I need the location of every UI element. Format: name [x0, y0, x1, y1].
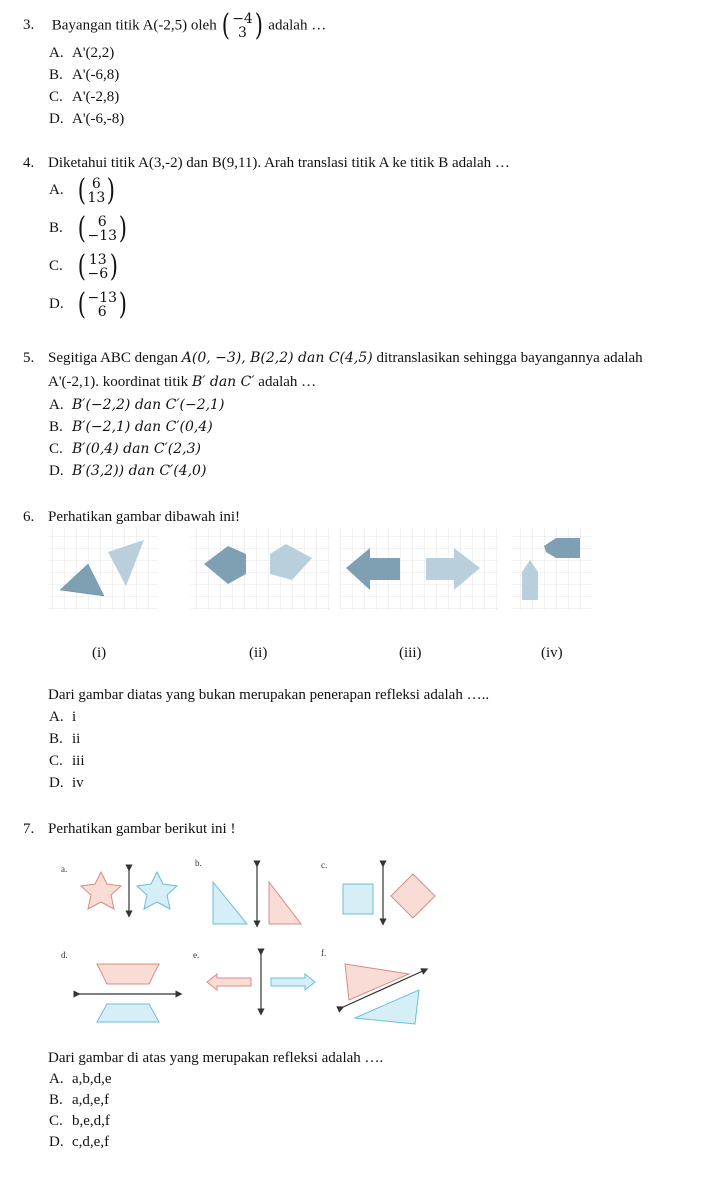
q7-option-letter: D. — [49, 1134, 64, 1150]
q3-stem — [23, 8, 327, 43]
q6-figure-ii — [190, 528, 330, 610]
q7-figure-e — [207, 952, 315, 1012]
q3-option-letter: D. — [49, 111, 64, 127]
q5-number: 5. — [23, 350, 35, 366]
q5-stem-line2 — [48, 373, 316, 391]
q7-letter-f: f. — [321, 948, 327, 958]
q7-d-pink-trapezoid — [97, 964, 159, 984]
q5-option-text: B′(−2,1) dan C′(0,4) — [72, 419, 213, 435]
q5-option-a[interactable] — [49, 396, 224, 414]
q5-option-d[interactable] — [49, 462, 206, 480]
q4-vector-top: −13 — [87, 290, 118, 306]
q3-stem-after: adalah … — [268, 17, 327, 34]
q3-vector-bottom: 3 — [238, 25, 247, 41]
q7-a-pink-star — [81, 872, 121, 909]
q4-number: 4. — [23, 155, 35, 171]
q5-option-letter: B. — [49, 419, 63, 435]
q6-number: 6. — [23, 509, 35, 525]
q4-option-c[interactable]: C. ( 13 −6 ) — [49, 249, 119, 284]
q7-d-blue-trapezoid — [97, 1004, 159, 1022]
q3-option-text: A'(2,2) — [72, 45, 115, 61]
q7-question: Dari gambar di atas yang merupakan refleksi adalah …. — [48, 1050, 384, 1066]
q6-stem-text: Perhatikan gambar dibawah ini! — [48, 509, 241, 525]
q3-option-text: A'(-2,8) — [72, 89, 120, 105]
q7-figure-c — [343, 864, 435, 922]
q6-option-letter: C. — [49, 753, 63, 769]
q7-letter-a: a. — [61, 864, 68, 874]
q7-option-text: c,d,e,f — [72, 1134, 110, 1150]
q5-stem-line2-math: B′ dan C′ — [191, 374, 255, 390]
q7-letter-b: b. — [195, 858, 202, 868]
q3-option-letter: A. — [49, 45, 64, 61]
q5-stem-a: Segitiga ABC dengan — [48, 350, 178, 366]
q6-question: Dari gambar diatas yang bukan merupakan penerapan refleksi adalah ….. — [48, 687, 490, 703]
q3-vector-top: −4 — [232, 11, 253, 27]
q6-label-iv: (iv) — [541, 645, 563, 661]
q7-stem-text: Perhatikan gambar berikut ini ! — [48, 821, 236, 837]
q4-option-b[interactable]: B. ( 6 −13 ) — [49, 211, 127, 246]
q4-stem — [23, 154, 510, 172]
q6-option-c[interactable] — [49, 752, 85, 770]
q7-letter-d: d. — [61, 950, 68, 960]
q7-b-pink-triangle — [269, 882, 301, 924]
q6-option-text: iv — [72, 775, 84, 791]
q6-option-text: iii — [72, 753, 85, 769]
q7-option-text: a,b,d,e — [72, 1071, 112, 1087]
q5-option-letter: C. — [49, 441, 63, 457]
q5-option-text: B′(0,4) dan C′(2,3) — [72, 441, 201, 457]
q4-vector-bottom: −13 — [87, 228, 118, 244]
q6-figure-iv — [512, 528, 592, 610]
q4-vector-top: 13 — [88, 252, 107, 268]
q7-option-b[interactable] — [49, 1091, 109, 1109]
q6-figure-i — [48, 528, 158, 610]
q6-option-text: i — [72, 709, 77, 725]
q7-stem — [23, 820, 235, 838]
q6-option-b[interactable] — [49, 730, 80, 748]
q7-figure-d — [77, 964, 179, 1022]
q7-e-blue-arrow — [271, 974, 315, 990]
q3-option-text: A'(-6,-8) — [72, 111, 125, 127]
q4-vector-top: 6 — [91, 176, 101, 192]
q6-label-i: (i) — [92, 645, 107, 661]
q7-c-blue-square — [343, 884, 373, 914]
q7-option-d[interactable] — [49, 1133, 109, 1151]
q7-f-blue-triangle — [355, 990, 419, 1024]
q4-option-letter: A. — [49, 182, 64, 199]
q3-option-letter: B. — [49, 67, 63, 83]
q6-figure-iii — [340, 528, 498, 610]
q7-option-text: a,d,e,f — [72, 1092, 110, 1108]
q7-c-pink-diamond — [391, 874, 435, 918]
q7-figure-f — [341, 964, 425, 1024]
q7-option-letter: A. — [49, 1071, 64, 1087]
q3-option-text: A'(-6,8) — [72, 67, 120, 83]
q7-b-blue-triangle — [213, 882, 247, 924]
q3-option-d[interactable] — [49, 110, 124, 128]
q7-option-letter: C. — [49, 1113, 63, 1129]
q4-vector-bottom: −6 — [87, 266, 109, 282]
q3-option-a[interactable] — [49, 44, 114, 62]
q7-letter-c: c. — [321, 860, 328, 870]
q5-stem-math: A(0, −3), B(2,2) dan C(4,5) — [181, 350, 373, 366]
q4-vector-top: 6 — [97, 214, 107, 230]
q6-figures — [40, 524, 600, 614]
q5-option-letter: A. — [49, 397, 64, 413]
q6-option-a[interactable] — [49, 708, 76, 726]
q7-option-text: b,e,d,f — [72, 1113, 110, 1129]
q7-e-pink-arrow — [207, 974, 251, 990]
q4-option-d[interactable]: D. ( −13 6 ) — [49, 287, 127, 322]
q7-option-a[interactable] — [49, 1070, 112, 1088]
q5-option-c[interactable] — [49, 440, 201, 458]
q5-option-b[interactable] — [49, 418, 213, 436]
q4-vector-bottom: 13 — [87, 190, 106, 206]
q7-number: 7. — [23, 821, 35, 837]
q7-figures — [55, 852, 455, 1028]
q4-option-letter: C. — [49, 258, 63, 275]
q7-figure-a — [81, 868, 177, 914]
q7-letter-e: e. — [193, 950, 200, 960]
q5-stem-b: ditranslasikan sehingga bayangannya adalah — [376, 350, 643, 366]
q4-option-a[interactable]: A. ( 6 13 ) — [49, 173, 116, 208]
q4-vector-bottom: 6 — [97, 304, 107, 320]
q3-vector: ( −4 3 ) — [222, 8, 263, 43]
q3-number: 3. — [23, 17, 35, 34]
q5-option-letter: D. — [49, 463, 64, 479]
q5-stem-line2-a: A'(-2,1). koordinat titik — [48, 374, 189, 390]
q7-option-c[interactable] — [49, 1112, 110, 1130]
q6-label-ii: (ii) — [249, 645, 268, 661]
q5-option-text: B′(−2,2) dan C′(−2,1) — [72, 397, 225, 413]
q4-stem-text: Diketahui titik A(3,-2) dan B(9,11). Arah translasi titik A ke titik B adalah … — [48, 155, 510, 171]
q5-stem-line2-b: adalah … — [258, 374, 317, 390]
q3-stem-before: Bayangan titik A(-2,5) oleh — [51, 17, 217, 34]
q6-label-iii: (iii) — [399, 645, 422, 661]
q3-option-b[interactable] — [49, 66, 119, 84]
q3-option-letter: C. — [49, 89, 63, 105]
q4-option-letter: B. — [49, 220, 63, 237]
q7-a-blue-star — [137, 872, 177, 909]
q3-option-c[interactable] — [49, 88, 119, 106]
q6-option-letter: A. — [49, 709, 64, 725]
q4-option-letter: D. — [49, 296, 64, 313]
q6-option-letter: D. — [49, 775, 64, 791]
q6-option-d[interactable] — [49, 774, 84, 792]
q6-option-letter: B. — [49, 731, 63, 747]
q5-stem — [23, 349, 643, 367]
q7-option-letter: B. — [49, 1092, 63, 1108]
q6-option-text: ii — [72, 731, 81, 747]
q7-figure-b — [213, 864, 301, 924]
q5-option-text: B′(3,2)) dan C′(4,0) — [72, 463, 207, 479]
